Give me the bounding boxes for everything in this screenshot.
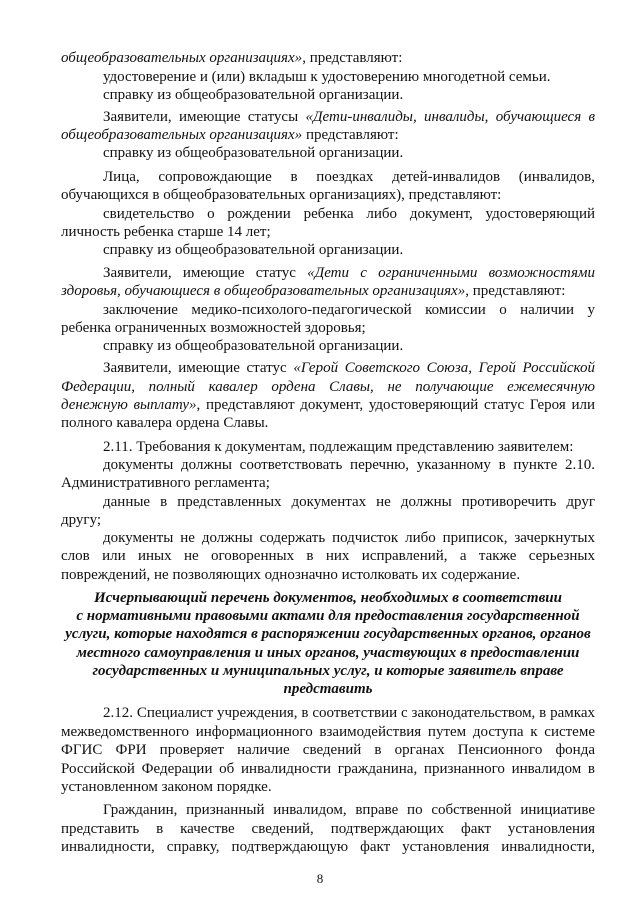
text-line: справку из общеобразовательной организации. [103, 145, 404, 161]
text-line: обучающихся в общеобразовательных организациях), представляют: [61, 187, 502, 203]
text-line: Гражданин, признанный инвалидом, вправе по собственной инициативе [103, 802, 595, 818]
text-line: межведомственного информационного взаимодействия путем доступа к системе [61, 724, 595, 740]
text-line: представить в качестве сведений, подтверждающих факт установления [61, 821, 595, 837]
text-line: Заявители, имеющие статусы «Дети-инвалиды, инвалиды, обучающиеся в [103, 109, 595, 125]
text-line: общеобразовательных организациях», представляют: [61, 50, 403, 66]
text-line: заключение медико-психолого-педагогической комиссии о наличии у [103, 302, 595, 318]
text-line: документы не должны содержать подчисток либо приписок, зачеркнутых [103, 530, 595, 546]
text-line: Лица, сопровождающие в поездках детей-инвалидов (инвалидов, [103, 169, 595, 185]
text-line: ФГИС ФРИ проверяет наличие сведений в органах Пенсионного фонда [61, 742, 595, 758]
text-line: здоровья, обучающиеся в общеобразовательных организациях», представляют: [61, 283, 566, 299]
text-line: 2.11. Требования к документам, подлежащим представлению заявителем: [103, 439, 574, 455]
text-line: данные в представленных документах не должны противоречить друг [103, 494, 595, 510]
text-line: справку из общеобразовательной организации. [103, 242, 404, 258]
text-line: удостоверение и (или) вкладыш к удостоверению многодетной семьи. [103, 69, 551, 85]
text-line: справку из общеобразовательной организации. [103, 338, 404, 354]
text-line: документы должны соответствовать перечню, указанному в пункте 2.10. [103, 457, 595, 473]
text-line: инвалидности, справку, подтверждающую факт установления инвалидности, [61, 839, 595, 855]
section-heading-line: представить [283, 681, 373, 697]
text-line: общеобразовательных организациях» представляют: [61, 127, 399, 143]
text-line: денежную выплату», представляют документ, удостоверяющий статус Героя или [61, 397, 595, 413]
section-heading-line: Исчерпывающий перечень документов, необходимых в соответствии [94, 590, 562, 606]
text-line: установленном законом порядке. [61, 779, 272, 795]
section-heading-line: государственных и муниципальных услуг, и которые заявитель вправе [92, 663, 564, 679]
text-line: слов или иных не оговоренных в них исправлений, а также серьезных [61, 548, 595, 564]
text-line: личность ребенка старше 14 лет; [61, 224, 271, 240]
text-line: 2.12. Специалист учреждения, в соответствии с законодательством, в рамках [103, 705, 595, 721]
page-number: 8 [316, 871, 324, 886]
text-line: другу; [61, 512, 102, 528]
text-line: Заявители, имеющие статус «Дети с ограниченными возможностями [103, 265, 595, 281]
section-heading-line: услуги, которые находятся в распоряжении государственных органов, органов [65, 626, 591, 642]
text-line: полного кавалера ордена Славы. [61, 415, 269, 431]
text-line: свидетельство о рождении ребенка либо документ, удостоверяющий [103, 206, 595, 222]
section-heading-line: с нормативными правовыми актами для предоставления государственной [76, 608, 580, 624]
text-line: повреждений, не позволяющих однозначно истолковать их содержание. [61, 567, 521, 583]
text-line: Административного регламента; [61, 475, 270, 491]
text-line: Российской Федерации об инвалидности гражданина, признанного инвалидом в [61, 761, 595, 777]
text-line: Федерации, полный кавалер ордена Славы, не получающие ежемесячную [61, 379, 595, 395]
text-line: Заявители, имеющие статус «Герой Советского Союза, Герой Российской [103, 360, 595, 376]
text-line: ребенка ограниченных возможностей здоровья; [61, 320, 366, 336]
text-line: справку из общеобразовательной организации. [103, 87, 404, 103]
section-heading-line: местного самоуправления и иных органов, участвующих в предоставлении [76, 645, 580, 661]
